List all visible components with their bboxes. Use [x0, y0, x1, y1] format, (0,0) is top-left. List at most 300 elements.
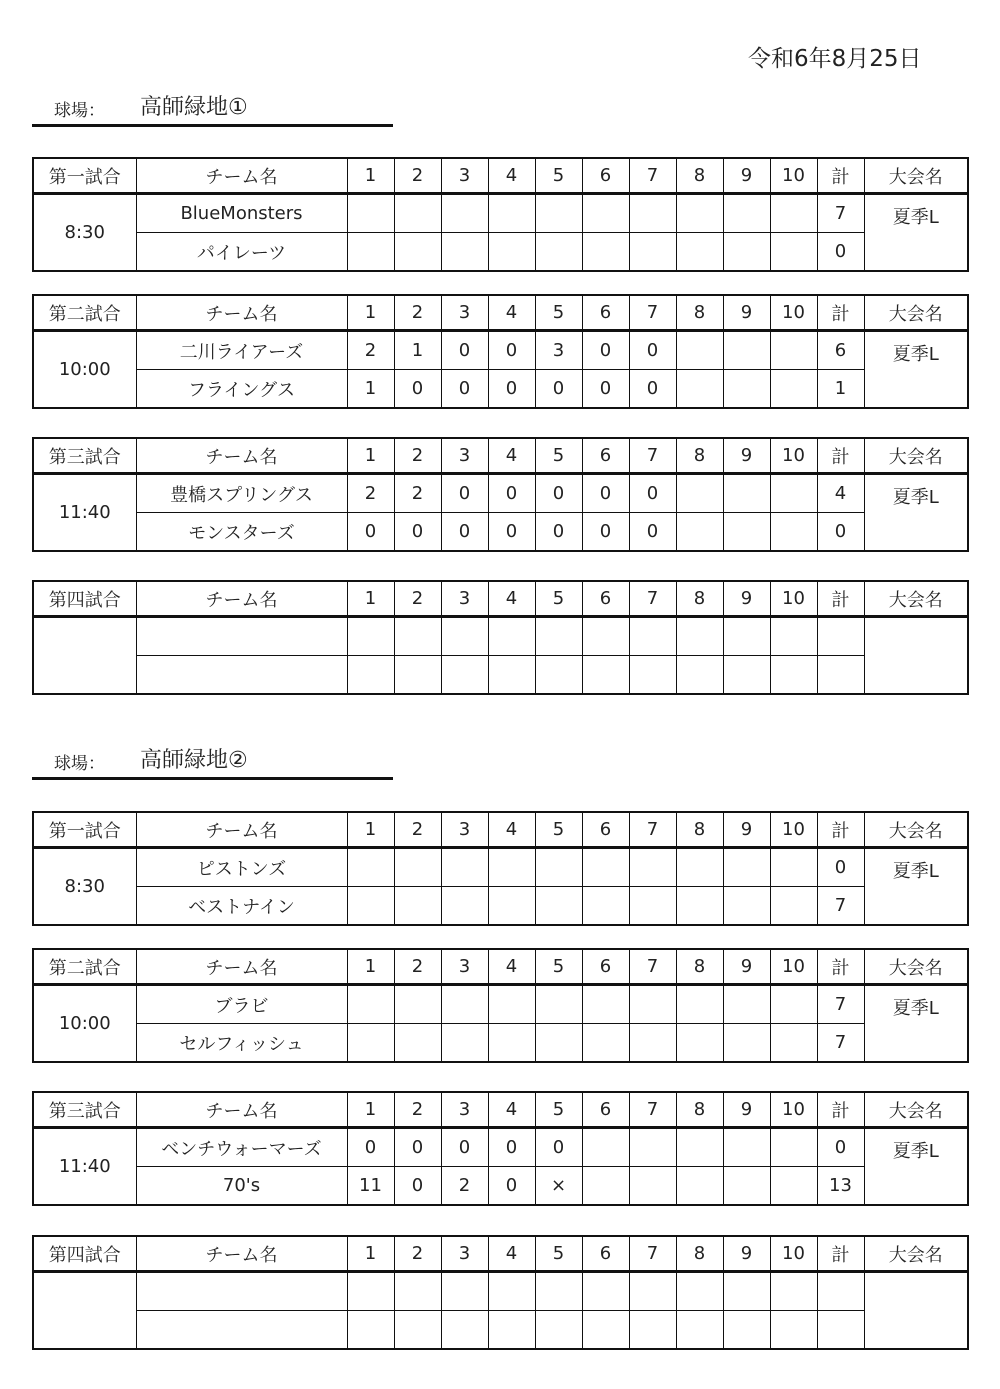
header-row — [33, 295, 968, 331]
inning-header: 4 — [488, 1236, 535, 1272]
inning-score — [770, 1272, 817, 1311]
inning-header: 3 — [441, 812, 488, 848]
inning-header: 7 — [629, 1236, 676, 1272]
inning-header: 10 — [770, 949, 817, 985]
inning-header: 5 — [535, 1236, 582, 1272]
game-table — [32, 811, 969, 926]
inning-score — [629, 1272, 676, 1311]
team-name: BlueMonsters — [136, 194, 347, 233]
inning-score — [582, 1128, 629, 1167]
inning-score — [629, 1167, 676, 1206]
header-row — [33, 581, 968, 617]
team-name: ベストナイン — [136, 887, 347, 926]
inning-score — [488, 985, 535, 1024]
inning-header: 9 — [723, 1236, 770, 1272]
inning-score: 0 — [488, 513, 535, 552]
total-header: 計 — [817, 812, 864, 848]
start-time — [33, 617, 136, 695]
team-name: ブラビ — [136, 985, 347, 1024]
inning-score — [394, 1272, 441, 1311]
inning-score: 0 — [347, 1128, 394, 1167]
inning-header: 2 — [394, 812, 441, 848]
game-table — [32, 948, 969, 1063]
team-header: チーム名 — [136, 438, 347, 474]
inning-score — [535, 985, 582, 1024]
inning-score — [676, 194, 723, 233]
total-header: 計 — [817, 295, 864, 331]
inning-score — [723, 1128, 770, 1167]
team-name — [136, 617, 347, 656]
inning-header: 5 — [535, 581, 582, 617]
inning-score — [582, 1167, 629, 1206]
inning-score — [488, 1272, 535, 1311]
game-table — [32, 1091, 969, 1206]
inning-score — [535, 656, 582, 695]
inning-score — [394, 194, 441, 233]
inning-score — [723, 985, 770, 1024]
inning-score — [723, 656, 770, 695]
inning-score — [441, 656, 488, 695]
team-header: チーム名 — [136, 295, 347, 331]
total-score: 7 — [817, 887, 864, 926]
inning-score — [582, 887, 629, 926]
inning-score — [676, 1128, 723, 1167]
inning-header: 3 — [441, 1092, 488, 1128]
inning-header: 6 — [582, 158, 629, 194]
inning-score — [441, 194, 488, 233]
inning-header: 7 — [629, 438, 676, 474]
inning-score — [629, 1024, 676, 1063]
start-time: 10:00 — [33, 331, 136, 409]
inning-header: 3 — [441, 581, 488, 617]
inning-header: 10 — [770, 812, 817, 848]
inning-score — [770, 887, 817, 926]
inning-header: 4 — [488, 1092, 535, 1128]
inning-score — [347, 617, 394, 656]
inning-score: 0 — [488, 1128, 535, 1167]
inning-score — [582, 194, 629, 233]
inning-header: 8 — [676, 1092, 723, 1128]
inning-score: 2 — [347, 474, 394, 513]
inning-header: 8 — [676, 812, 723, 848]
game-number: 第一試合 — [33, 158, 136, 194]
inning-header: 9 — [723, 949, 770, 985]
inning-score: 0 — [488, 331, 535, 370]
tournament-header: 大会名 — [864, 1236, 968, 1272]
inning-score — [676, 1311, 723, 1350]
tournament-header: 大会名 — [864, 581, 968, 617]
team-row — [33, 194, 968, 233]
inning-header: 1 — [347, 438, 394, 474]
tournament-header: 大会名 — [864, 438, 968, 474]
inning-score — [488, 887, 535, 926]
tournament-header: 大会名 — [864, 1092, 968, 1128]
inning-score — [723, 1167, 770, 1206]
inning-score: 0 — [582, 474, 629, 513]
start-time: 11:40 — [33, 474, 136, 552]
inning-score — [676, 1024, 723, 1063]
inning-score — [676, 370, 723, 409]
inning-header: 2 — [394, 949, 441, 985]
inning-header: 1 — [347, 1092, 394, 1128]
venue-header — [32, 741, 393, 780]
inning-header: 4 — [488, 438, 535, 474]
inning-score: 2 — [394, 474, 441, 513]
game-number: 第二試合 — [33, 949, 136, 985]
team-row — [33, 1272, 968, 1311]
inning-score — [770, 1311, 817, 1350]
inning-score — [723, 474, 770, 513]
inning-score — [629, 848, 676, 887]
inning-score — [723, 617, 770, 656]
start-time: 8:30 — [33, 848, 136, 926]
inning-score — [629, 1311, 676, 1350]
total-score: 4 — [817, 474, 864, 513]
inning-header: 9 — [723, 158, 770, 194]
inning-score — [441, 1272, 488, 1311]
total-header: 計 — [817, 581, 864, 617]
inning-score — [394, 233, 441, 272]
inning-score — [770, 474, 817, 513]
team-header: チーム名 — [136, 949, 347, 985]
inning-score — [770, 194, 817, 233]
total-header: 計 — [817, 949, 864, 985]
total-score: 7 — [817, 1024, 864, 1063]
inning-score: 0 — [394, 370, 441, 409]
total-header: 計 — [817, 438, 864, 474]
total-score — [817, 617, 864, 656]
inning-score: 0 — [629, 513, 676, 552]
game-table — [32, 580, 969, 695]
inning-score — [441, 848, 488, 887]
total-score — [817, 1311, 864, 1350]
inning-score — [723, 194, 770, 233]
inning-score — [629, 656, 676, 695]
inning-header: 4 — [488, 581, 535, 617]
inning-score — [347, 1024, 394, 1063]
game-table — [32, 437, 969, 552]
team-row — [33, 1024, 968, 1063]
inning-header: 1 — [347, 158, 394, 194]
inning-score — [582, 848, 629, 887]
inning-score: 0 — [535, 513, 582, 552]
inning-header: 7 — [629, 1092, 676, 1128]
venue-header — [32, 88, 393, 127]
inning-header: 7 — [629, 295, 676, 331]
inning-header: 7 — [629, 158, 676, 194]
inning-header: 1 — [347, 949, 394, 985]
venue-name: 高師緑地② — [140, 748, 248, 773]
inning-score: 0 — [394, 1128, 441, 1167]
inning-score: 0 — [582, 513, 629, 552]
team-header: チーム名 — [136, 158, 347, 194]
inning-header: 1 — [347, 581, 394, 617]
inning-header: 1 — [347, 812, 394, 848]
inning-header: 6 — [582, 949, 629, 985]
inning-score — [676, 848, 723, 887]
inning-score — [582, 1024, 629, 1063]
inning-score — [441, 617, 488, 656]
game-number: 第一試合 — [33, 812, 136, 848]
inning-score: 0 — [535, 1128, 582, 1167]
inning-score — [770, 1024, 817, 1063]
team-name: モンスターズ — [136, 513, 347, 552]
header-row — [33, 1092, 968, 1128]
game-table — [32, 157, 969, 272]
inning-score — [676, 513, 723, 552]
inning-score — [441, 1024, 488, 1063]
inning-header: 6 — [582, 295, 629, 331]
inning-score — [441, 887, 488, 926]
inning-score — [770, 370, 817, 409]
inning-score — [535, 617, 582, 656]
total-score: 1 — [817, 370, 864, 409]
inning-score — [535, 848, 582, 887]
team-header: チーム名 — [136, 1092, 347, 1128]
team-header: チーム名 — [136, 581, 347, 617]
team-row — [33, 474, 968, 513]
document-date: 令和6年8月25日 — [748, 46, 922, 72]
inning-score — [676, 233, 723, 272]
inning-score — [488, 233, 535, 272]
inning-header: 2 — [394, 295, 441, 331]
inning-header: 3 — [441, 158, 488, 194]
team-row — [33, 1128, 968, 1167]
inning-score — [676, 656, 723, 695]
inning-score — [676, 985, 723, 1024]
team-row — [33, 887, 968, 926]
inning-score — [676, 1272, 723, 1311]
inning-score — [347, 887, 394, 926]
inning-score — [394, 985, 441, 1024]
inning-score — [770, 1128, 817, 1167]
inning-score: 0 — [488, 474, 535, 513]
total-score: 0 — [817, 233, 864, 272]
team-name: 二川ライアーズ — [136, 331, 347, 370]
team-header: チーム名 — [136, 812, 347, 848]
inning-score: 0 — [347, 513, 394, 552]
header-row — [33, 812, 968, 848]
tournament-header: 大会名 — [864, 949, 968, 985]
inning-score: 0 — [488, 370, 535, 409]
team-row — [33, 331, 968, 370]
inning-header: 2 — [394, 1236, 441, 1272]
total-score: 6 — [817, 331, 864, 370]
inning-score — [535, 887, 582, 926]
inning-header: 4 — [488, 812, 535, 848]
total-score: 0 — [817, 848, 864, 887]
inning-header: 6 — [582, 812, 629, 848]
game-number: 第四試合 — [33, 581, 136, 617]
inning-score — [488, 194, 535, 233]
inning-score — [441, 233, 488, 272]
inning-score — [770, 513, 817, 552]
tournament-header: 大会名 — [864, 812, 968, 848]
team-header: チーム名 — [136, 1236, 347, 1272]
team-row — [33, 617, 968, 656]
inning-score — [723, 370, 770, 409]
inning-score — [723, 1024, 770, 1063]
team-row — [33, 233, 968, 272]
inning-score: 0 — [488, 1167, 535, 1206]
inning-header: 4 — [488, 949, 535, 985]
team-name — [136, 656, 347, 695]
inning-header: 9 — [723, 581, 770, 617]
header-row — [33, 1236, 968, 1272]
team-row — [33, 1167, 968, 1206]
inning-score — [488, 848, 535, 887]
inning-score — [770, 656, 817, 695]
inning-score — [582, 1311, 629, 1350]
start-time: 8:30 — [33, 194, 136, 272]
inning-header: 5 — [535, 438, 582, 474]
inning-header: 9 — [723, 438, 770, 474]
inning-score — [723, 513, 770, 552]
venue-label: 球場： — [54, 754, 105, 774]
team-row — [33, 656, 968, 695]
inning-score: 0 — [629, 474, 676, 513]
inning-score — [770, 985, 817, 1024]
inning-score — [394, 848, 441, 887]
team-row — [33, 370, 968, 409]
inning-score — [347, 1311, 394, 1350]
inning-score — [582, 656, 629, 695]
inning-score — [535, 233, 582, 272]
inning-score: 0 — [441, 474, 488, 513]
team-name — [136, 1272, 347, 1311]
inning-score — [488, 617, 535, 656]
inning-score — [347, 1272, 394, 1311]
game-number: 第三試合 — [33, 1092, 136, 1128]
inning-header: 9 — [723, 295, 770, 331]
inning-header: 6 — [582, 1092, 629, 1128]
total-header: 計 — [817, 1236, 864, 1272]
inning-score — [535, 1024, 582, 1063]
inning-header: 7 — [629, 812, 676, 848]
team-row — [33, 848, 968, 887]
inning-score — [629, 194, 676, 233]
inning-score: 0 — [629, 331, 676, 370]
inning-score — [676, 1167, 723, 1206]
inning-header: 2 — [394, 438, 441, 474]
inning-score: 0 — [582, 370, 629, 409]
inning-score — [347, 656, 394, 695]
inning-score: 0 — [535, 474, 582, 513]
inning-score — [441, 985, 488, 1024]
team-name: フライングス — [136, 370, 347, 409]
team-name: セルフィッシュ — [136, 1024, 347, 1063]
inning-score — [535, 1272, 582, 1311]
total-score: 0 — [817, 1128, 864, 1167]
inning-score: 0 — [441, 370, 488, 409]
tournament-name — [864, 1272, 968, 1350]
inning-header: 6 — [582, 438, 629, 474]
inning-header: 3 — [441, 295, 488, 331]
inning-score — [582, 233, 629, 272]
team-row — [33, 513, 968, 552]
inning-score — [770, 1167, 817, 1206]
inning-score: 1 — [347, 370, 394, 409]
team-name — [136, 1311, 347, 1350]
inning-header: 2 — [394, 1092, 441, 1128]
total-score: 7 — [817, 194, 864, 233]
start-time: 11:40 — [33, 1128, 136, 1206]
inning-header: 5 — [535, 949, 582, 985]
inning-header: 5 — [535, 295, 582, 331]
inning-header: 10 — [770, 1092, 817, 1128]
inning-header: 10 — [770, 581, 817, 617]
inning-score — [676, 887, 723, 926]
inning-score: 0 — [582, 331, 629, 370]
inning-score — [347, 985, 394, 1024]
total-header: 計 — [817, 158, 864, 194]
inning-score — [394, 1024, 441, 1063]
inning-header: 5 — [535, 158, 582, 194]
inning-score — [676, 331, 723, 370]
inning-score — [723, 1272, 770, 1311]
inning-header: 5 — [535, 812, 582, 848]
inning-score — [770, 617, 817, 656]
inning-header: 2 — [394, 581, 441, 617]
game-table — [32, 1235, 969, 1350]
inning-header: 8 — [676, 158, 723, 194]
inning-score — [770, 848, 817, 887]
team-row — [33, 985, 968, 1024]
inning-score — [582, 985, 629, 1024]
inning-score: 3 — [535, 331, 582, 370]
inning-score — [676, 474, 723, 513]
inning-score — [629, 1128, 676, 1167]
inning-header: 8 — [676, 949, 723, 985]
inning-score — [535, 1311, 582, 1350]
tournament-name — [864, 617, 968, 695]
inning-score: 0 — [394, 513, 441, 552]
inning-score — [394, 656, 441, 695]
game-number: 第四試合 — [33, 1236, 136, 1272]
total-score — [817, 656, 864, 695]
total-header: 計 — [817, 1092, 864, 1128]
inning-score — [347, 194, 394, 233]
inning-header: 3 — [441, 949, 488, 985]
inning-score — [441, 1311, 488, 1350]
team-name: ベンチウォーマーズ — [136, 1128, 347, 1167]
inning-score — [394, 617, 441, 656]
inning-score — [723, 887, 770, 926]
header-row — [33, 158, 968, 194]
tournament-name: 夏季L — [864, 848, 968, 926]
inning-header: 8 — [676, 581, 723, 617]
inning-header: 7 — [629, 581, 676, 617]
inning-score — [770, 331, 817, 370]
inning-score — [347, 848, 394, 887]
tournament-name: 夏季L — [864, 331, 968, 409]
header-row — [33, 949, 968, 985]
inning-score: 0 — [394, 1167, 441, 1206]
inning-header: 9 — [723, 812, 770, 848]
inning-header: 10 — [770, 295, 817, 331]
inning-score — [629, 985, 676, 1024]
team-name: 豊橋スプリングス — [136, 474, 347, 513]
tournament-header: 大会名 — [864, 158, 968, 194]
team-row — [33, 1311, 968, 1350]
game-number: 第三試合 — [33, 438, 136, 474]
inning-score: 2 — [347, 331, 394, 370]
inning-score — [347, 233, 394, 272]
total-score: 7 — [817, 985, 864, 1024]
inning-score — [582, 617, 629, 656]
start-time — [33, 1272, 136, 1350]
total-score — [817, 1272, 864, 1311]
